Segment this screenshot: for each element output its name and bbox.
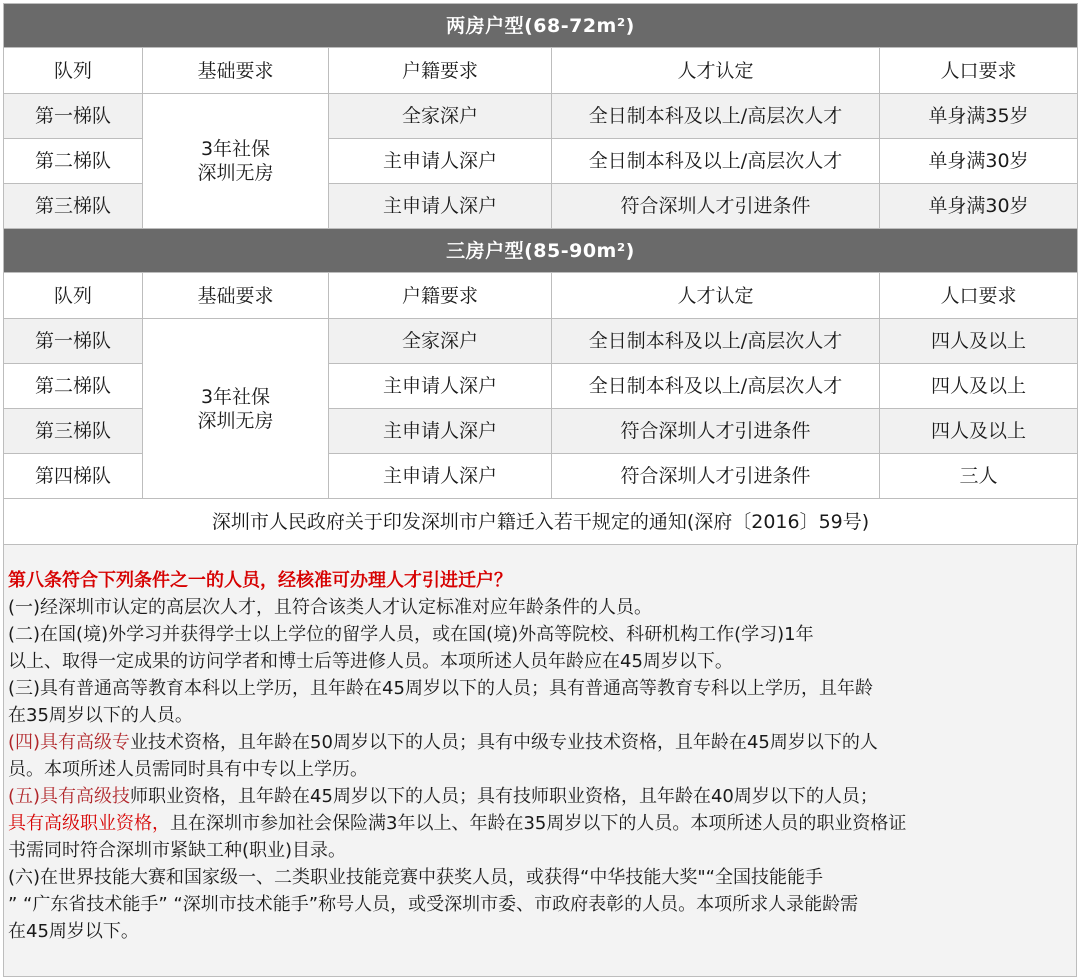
regulation-line bbox=[8, 810, 1072, 837]
highlighted-text: (四)具有高级专 bbox=[8, 732, 131, 753]
talent-cell: 全日制本科及以上/高层次人才 bbox=[552, 319, 880, 364]
header-talent: 人才认定 bbox=[552, 273, 880, 319]
header-population: 人口要求 bbox=[880, 48, 1078, 94]
queue-cell: 第一梯队 bbox=[4, 319, 143, 364]
talent-cell: 符合深圳人才引进条件 bbox=[552, 184, 880, 229]
header-base: 基础要求 bbox=[143, 48, 329, 94]
population-cell: 单身满30岁 bbox=[880, 184, 1078, 229]
base-requirement-line: 3年社保 bbox=[200, 385, 271, 408]
queue-cell: 第三梯队 bbox=[4, 184, 143, 229]
hukou-cell: 主申请人深户 bbox=[329, 139, 552, 184]
queue-cell: 第一梯队 bbox=[4, 94, 143, 139]
header-base: 基础要求 bbox=[143, 273, 329, 319]
highlighted-text: 具有高级职业资格， bbox=[8, 813, 170, 834]
population-cell: 四人及以上 bbox=[880, 409, 1078, 454]
hukou-cell: 全家深户 bbox=[329, 94, 552, 139]
regulation-line: 书需同时符合深圳市紧缺工种(职业)目录。 bbox=[8, 840, 347, 861]
regulation-line: (二)在国(境)外学习并获得学士以上学位的留学人员，或在国(境)外高等院校、科研机构工作(学习)1年 bbox=[8, 624, 814, 645]
queue-cell: 第三梯队 bbox=[4, 409, 143, 454]
header-queue: 队列 bbox=[4, 48, 143, 94]
policy-document bbox=[3, 3, 1077, 977]
regulation-text: 师职业资格，且年龄在45周岁以下的人员；具有技师职业资格，且年龄在40周岁以下的人员； bbox=[130, 786, 878, 807]
header-hukou: 户籍要求 bbox=[329, 48, 552, 94]
source-note: 深圳市人民政府关于印发深圳市户籍迁入若干规定的通知(深府〔2016〕59号) bbox=[4, 499, 1078, 545]
queue-cell: 第二梯队 bbox=[4, 364, 143, 409]
header-population: 人口要求 bbox=[880, 273, 1078, 319]
highlighted-text: (五)具有高级技 bbox=[8, 786, 131, 807]
talent-cell: 全日制本科及以上/高层次人才 bbox=[552, 139, 880, 184]
regulation-text: 且在深圳市参加社会保险满3年以上、年龄在35周岁以下的人员。本项所述人员的职业资格证 bbox=[170, 813, 907, 834]
population-cell: 四人及以上 bbox=[880, 319, 1078, 364]
regulation-line: (六)在世界技能大赛和国家级一、二类职业技能竞赛中获奖人员，或获得“中华技能大奖"“全国技能能手 bbox=[8, 867, 823, 888]
regulation-line: (一)经深圳市认定的高层次人才，且符合该类人才认定标准对应年龄条件的人员。 bbox=[8, 597, 653, 618]
three-room-title: 三房户型(85-90m²) bbox=[4, 229, 1078, 273]
hukou-cell: 全家深户 bbox=[329, 319, 552, 364]
talent-cell: 全日制本科及以上/高层次人才 bbox=[552, 94, 880, 139]
hukou-cell: 主申请人深户 bbox=[329, 454, 552, 499]
hukou-cell: 主申请人深户 bbox=[329, 184, 552, 229]
header-talent: 人才认定 bbox=[552, 48, 880, 94]
talent-cell: 符合深圳人才引进条件 bbox=[552, 454, 880, 499]
regulation-text: 业技术资格，且年龄在50周岁以下的人员；具有中级专业技术资格，且年龄在45周岁以下的人 bbox=[130, 732, 878, 753]
base-requirement-line: 深圳无房 bbox=[197, 162, 274, 184]
base-requirement-line: 深圳无房 bbox=[197, 409, 274, 432]
regulation-line: 在45周岁以下。 bbox=[8, 921, 139, 942]
talent-cell: 符合深圳人才引进条件 bbox=[552, 409, 880, 454]
base-requirement-cell bbox=[143, 94, 329, 229]
population-cell: 单身满30岁 bbox=[880, 139, 1078, 184]
header-hukou: 户籍要求 bbox=[329, 273, 552, 319]
regulation-line: 在35周岁以下的人员。 bbox=[8, 705, 193, 726]
hukou-cell: 主申请人深户 bbox=[329, 364, 552, 409]
regulation-heading: 第八条符合下列条件之一的人员，经核准可办理人才引进迁户？ bbox=[8, 570, 512, 591]
table-row bbox=[4, 94, 1078, 139]
queue-cell: 第四梯队 bbox=[4, 454, 143, 499]
regulation-text-block bbox=[3, 545, 1077, 977]
regulation-line: 以上、取得一定成果的访问学者和博士后等进修人员。本项所述人员年龄应在45周岁以下。 bbox=[8, 651, 733, 672]
population-cell: 单身满35岁 bbox=[880, 94, 1078, 139]
two-room-title: 两房户型(68-72m²) bbox=[4, 4, 1078, 48]
population-cell: 三人 bbox=[880, 454, 1078, 499]
header-queue: 队列 bbox=[4, 273, 143, 319]
table-row bbox=[4, 319, 1078, 364]
base-requirement-cell bbox=[143, 319, 329, 499]
base-requirement-line: 3年社保 bbox=[200, 138, 271, 160]
regulation-line bbox=[8, 729, 1072, 756]
regulation-line: (三)具有普通高等教育本科以上学历，且年龄在45周岁以下的人员；具有普通高等教育专科以上学历，且年龄 bbox=[8, 678, 873, 699]
talent-cell: 全日制本科及以上/高层次人才 bbox=[552, 364, 880, 409]
population-cell: 四人及以上 bbox=[880, 364, 1078, 409]
queue-cell: 第二梯队 bbox=[4, 139, 143, 184]
regulation-line: 员。本项所述人员需同时具有中专以上学历。 bbox=[8, 759, 368, 780]
hukou-cell: 主申请人深户 bbox=[329, 409, 552, 454]
eligibility-table bbox=[3, 3, 1078, 545]
regulation-line: ” “广东省技术能手” “深圳市技术能手”称号人员，或受深圳市委、市政府表彰的人员。本项所求人录能龄需 bbox=[8, 894, 859, 915]
regulation-line bbox=[8, 783, 1072, 810]
